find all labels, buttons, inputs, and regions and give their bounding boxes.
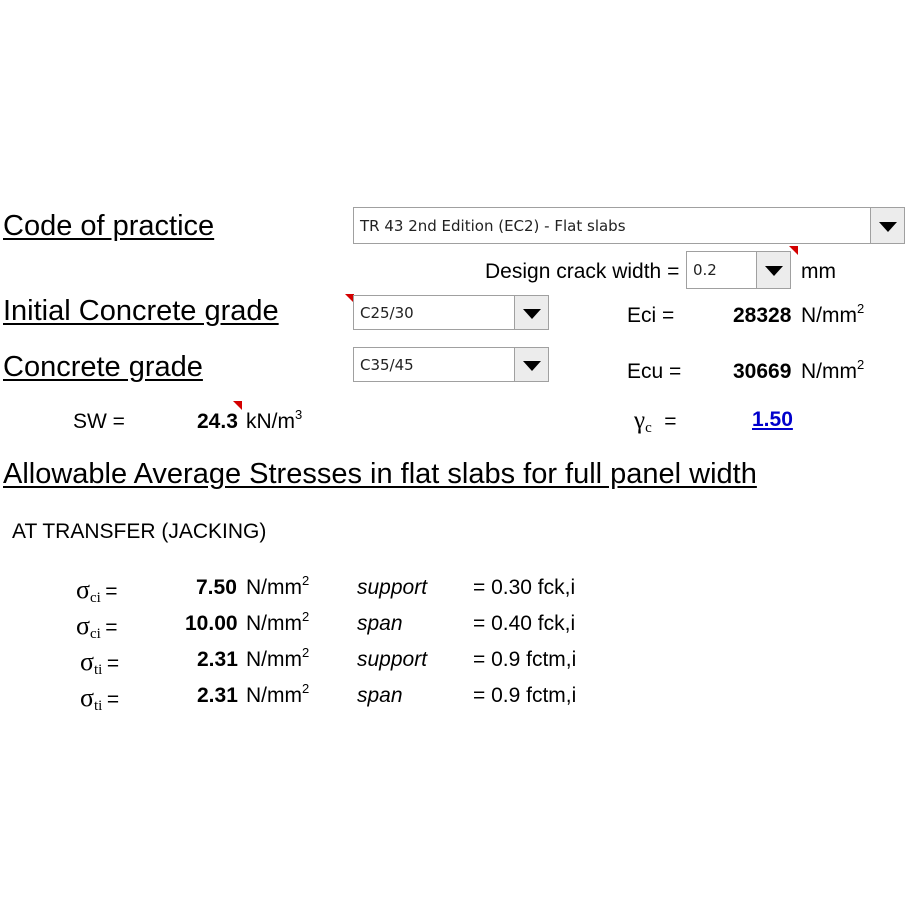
stress-formula: = 0.9 fctm,i (473, 684, 577, 707)
stress-symbol: $\sigma_{ci}$ = (76, 575, 118, 607)
crack-width-dropdown-button[interactable] (756, 252, 790, 288)
stress-unit: $N/mm^2$ (246, 573, 310, 599)
ecu-label: Ecu = (627, 360, 682, 383)
section-heading: Allowable Average Stresses in flat slabs for full panel width (3, 458, 757, 490)
stress-formula: = 0.40 fck,i (473, 612, 576, 635)
comment-indicator[interactable] (789, 246, 798, 255)
stress-location: support (357, 576, 428, 599)
initial-concrete-grade-select[interactable] (353, 295, 549, 330)
initial-concrete-grade-value: C25/30 (360, 303, 414, 322)
stress-formula: = 0.30 fck,i (473, 576, 576, 599)
crack-width-select[interactable] (686, 251, 791, 289)
stress-symbol: $\sigma_{ci}$ = (76, 611, 118, 643)
stress-unit: $N/mm^2$ (246, 609, 310, 635)
stress-symbol: $\sigma_{ti}$ = (80, 647, 120, 679)
code-of-practice-select[interactable] (353, 207, 905, 244)
initial-concrete-grade-label: Initial Concrete grade (3, 295, 279, 327)
chevron-down-icon (523, 309, 541, 319)
transfer-subheading: AT TRANSFER (JACKING) (12, 520, 267, 543)
crack-width-unit: mm (801, 260, 836, 283)
eci-label: Eci = (627, 304, 675, 327)
crack-width-value: 0.2 (693, 261, 717, 279)
ecu-unit: $N/mm^2$ (801, 357, 865, 383)
concrete-grade-label: Concrete grade (3, 351, 203, 383)
eci-value: 28328 (733, 304, 792, 327)
crack-width-label: Design crack width = (485, 260, 680, 283)
stress-symbol: $\sigma_{ti}$ = (80, 683, 120, 715)
stress-location: span (357, 684, 403, 707)
concrete-grade-value: C35/45 (360, 355, 414, 374)
stress-value: 2.31 (197, 648, 238, 671)
gamma-c-label: $\gamma_c$ = (634, 407, 677, 437)
stress-value: 10.00 (185, 612, 238, 635)
stress-value: 2.31 (197, 684, 238, 707)
sw-value: 24.3 (197, 410, 238, 433)
ecu-value: 30669 (733, 360, 792, 383)
gamma-c-value-link[interactable]: 1.50 (752, 408, 793, 431)
sw-unit: $kN/m^3$ (246, 407, 303, 433)
code-of-practice-dropdown-button[interactable] (870, 208, 904, 243)
concrete-grade-dropdown-button[interactable] (514, 348, 548, 381)
stress-formula: = 0.9 fctm,i (473, 648, 577, 671)
chevron-down-icon (523, 361, 541, 371)
eci-unit: $N/mm^2$ (801, 301, 865, 327)
code-of-practice-value: TR 43 2nd Edition (EC2) - Flat slabs (360, 216, 626, 235)
initial-grade-dropdown-button[interactable] (514, 296, 548, 329)
stress-unit: $N/mm^2$ (246, 645, 310, 671)
comment-indicator[interactable] (233, 401, 242, 410)
stress-value: 7.50 (196, 576, 237, 599)
stress-location: span (357, 612, 403, 635)
chevron-down-icon (765, 266, 783, 276)
code-of-practice-label: Code of practice (3, 210, 215, 242)
concrete-grade-select[interactable] (353, 347, 549, 382)
stress-location: support (357, 648, 428, 671)
stress-unit: $N/mm^2$ (246, 681, 310, 707)
sw-label: SW = (73, 410, 125, 433)
chevron-down-icon (879, 222, 897, 232)
